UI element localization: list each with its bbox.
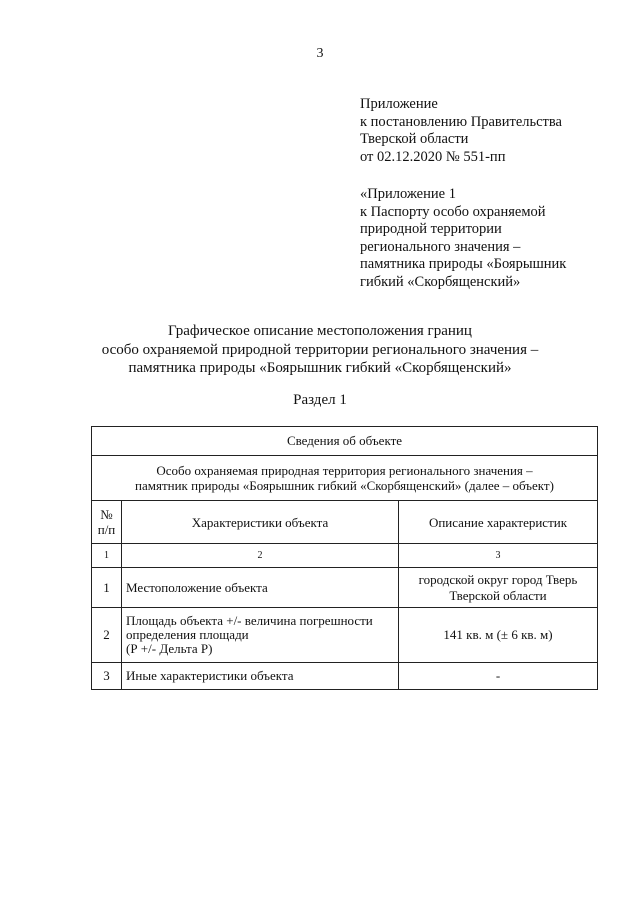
row-value bbox=[399, 568, 598, 608]
col-header-number bbox=[92, 501, 122, 544]
row-label-line: Площадь объекта +/- величина погрешности bbox=[126, 613, 373, 628]
col-index: 3 bbox=[399, 544, 598, 568]
object-description bbox=[92, 456, 598, 501]
row-value-line: Тверской области bbox=[449, 587, 547, 603]
object-info-table bbox=[91, 426, 598, 690]
table-row bbox=[92, 568, 598, 608]
page-number: 3 bbox=[316, 46, 324, 61]
row-number: 2 bbox=[92, 608, 122, 663]
document-title bbox=[0, 322, 640, 378]
annex-header-line: Приложение bbox=[360, 96, 438, 112]
section-label: Раздел 1 bbox=[293, 392, 347, 408]
row-label bbox=[122, 608, 399, 663]
col-header-characteristics: Характеристики объекта bbox=[122, 501, 399, 544]
object-description-line: памятник природы «Боярышник гибкий «Скорбященский» (далее – объект) bbox=[135, 478, 554, 493]
annex-quote-line: к Паспорту особо охраняемой bbox=[360, 203, 546, 220]
row-value bbox=[399, 663, 598, 690]
row-value-line: 141 кв. м (± 6 кв. м) bbox=[443, 627, 553, 642]
row-label-line: (Р +/- Дельта Р) bbox=[126, 641, 213, 656]
col-header-number-line: № bbox=[100, 507, 113, 522]
row-number: 3 bbox=[92, 663, 122, 690]
annex-quote-line: «Приложение 1 bbox=[360, 186, 456, 202]
annex-quote-line: природной территории bbox=[360, 221, 502, 237]
row-label-line: Иные характеристики объекта bbox=[126, 668, 294, 683]
annex-header-line: от 02.12.2020 № 551-пп bbox=[360, 148, 506, 165]
row-label bbox=[122, 568, 399, 608]
annex-quote-line: гибкий «Скорбященский» bbox=[360, 273, 521, 290]
col-index: 1 bbox=[92, 544, 122, 568]
table-header: Сведения об объекте bbox=[92, 427, 598, 456]
object-description-line: Особо охраняемая природная территория регионального значения – bbox=[156, 463, 533, 478]
row-value-line: городской округ город Тверь bbox=[418, 571, 578, 587]
row-value-line: - bbox=[495, 668, 501, 683]
row-value bbox=[399, 608, 598, 663]
row-number: 1 bbox=[92, 568, 122, 608]
title-line: особо охраняемой природной территории регионального значения – bbox=[101, 341, 539, 358]
annex-header bbox=[360, 96, 562, 166]
row-label bbox=[122, 663, 399, 690]
table-row bbox=[92, 608, 598, 663]
annex-quote bbox=[360, 186, 566, 291]
title-line: Графическое описание местоположения границ bbox=[168, 323, 472, 339]
annex-quote-line: регионального значения – bbox=[360, 238, 521, 255]
annex-header-line: Тверской области bbox=[360, 131, 469, 147]
row-label-line: определения площади bbox=[126, 627, 249, 642]
col-header-number-line: п/п bbox=[97, 522, 116, 537]
annex-header-line: к постановлению Правительства bbox=[360, 113, 562, 130]
annex-quote-line: памятника природы «Боярышник bbox=[360, 256, 567, 272]
title-line: памятника природы «Боярышник гибкий «Скорбященский» bbox=[128, 360, 512, 376]
col-header-description: Описание характеристик bbox=[399, 501, 598, 544]
col-index: 2 bbox=[122, 544, 399, 568]
table-row bbox=[92, 663, 598, 690]
row-label-line: Местоположение объекта bbox=[126, 579, 268, 595]
